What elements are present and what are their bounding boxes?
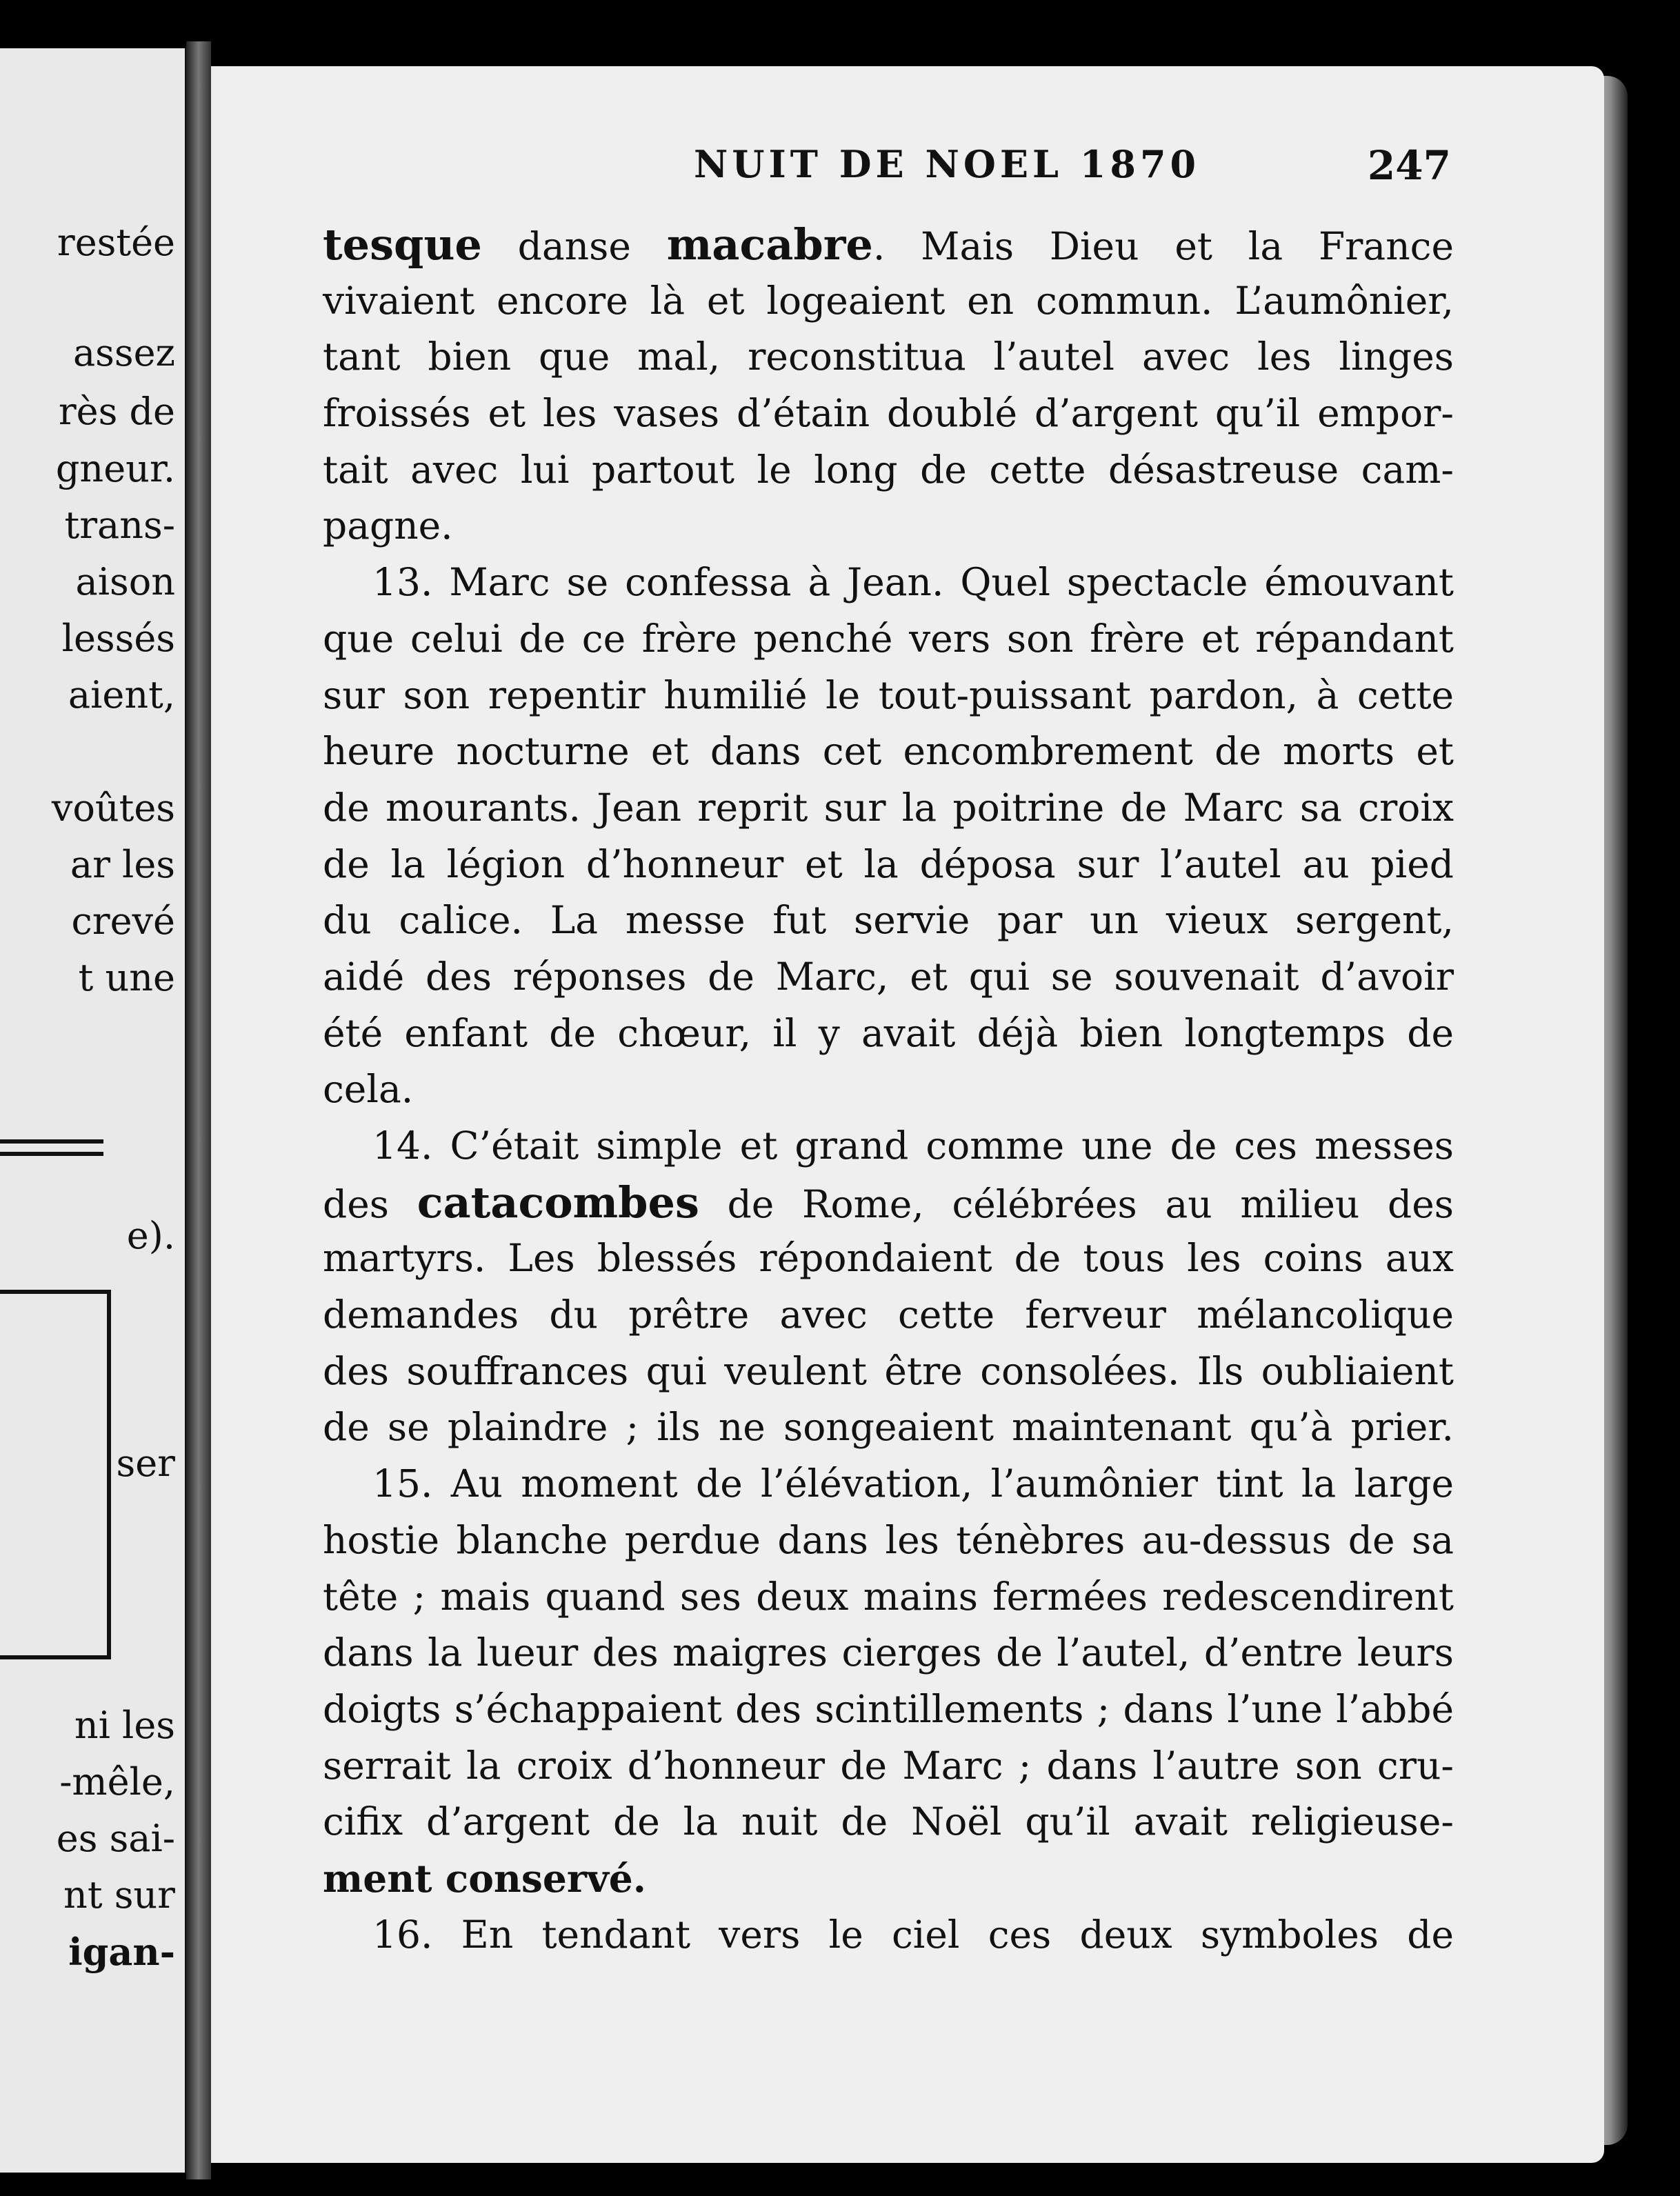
text-line: doigts s’échappaient des scintillements ; dans l’une l’abbé [323, 1686, 1454, 1731]
page-number: 247 [1367, 142, 1451, 189]
left-line: igan- [68, 1930, 175, 1974]
text-line: dans la lueur des maigres cierges de l’autel, d’entre leurs [323, 1630, 1454, 1675]
bold-word: macabre [666, 219, 873, 270]
left-line: assez [72, 331, 175, 375]
boxed-inset [0, 1290, 111, 1659]
left-line: rès de [58, 390, 175, 433]
left-line: trans- [64, 503, 175, 547]
text-line: de se plaindre ; ils ne songeaient maintenant qu’à prier. [323, 1405, 1454, 1450]
paragraph-14-start: 14. C’était simple et grand comme une de ces messes [372, 1124, 1454, 1168]
text-line: ment conservé. [323, 1855, 646, 1901]
text-line: de mourants. Jean reprit sur la poitrine de Marc sa croix [323, 785, 1454, 830]
bold-word: catacombes [417, 1177, 699, 1228]
paragraph-13-start: 13. Marc se confessa à Jean. Quel spectacle émouvant [372, 560, 1454, 605]
body-text [323, 217, 1454, 1963]
text-line: tait avec lui partout le long de cette désastreuse cam- [323, 447, 1454, 492]
book-gutter [186, 41, 211, 2179]
text-line [323, 1175, 1454, 1231]
text-line: cifix d’argent de la nuit de Noël qu’il avait religieuse- [323, 1799, 1454, 1844]
text-line: des souffrances qui veulent être consolées. Ils oubliaient [323, 1348, 1454, 1393]
bold-word: tesque [323, 219, 482, 270]
text-line: hostie blanche perdue dans les ténèbres au-dessus de sa [323, 1517, 1454, 1562]
left-line: t une [78, 956, 175, 999]
left-line: e). [126, 1214, 175, 1257]
running-title: NUIT DE NOEL 1870 [694, 142, 1201, 186]
left-line: aison [75, 560, 175, 603]
text-span: danse [481, 224, 667, 268]
text-line: vivaient encore là et logeaient en commun. L’aumônier, [323, 278, 1454, 323]
text-line: tant bien que mal, reconstitua l’autel avec les linges [323, 335, 1454, 379]
text-line: froissés et les vases d’étain doublé d’argent qu’il empor- [323, 391, 1454, 436]
paragraph-15-start: 15. Au moment de l’élévation, l’aumônier tint la large [372, 1461, 1454, 1506]
left-line: ar les [70, 843, 175, 886]
left-line: ser [116, 1441, 175, 1485]
text-span: de Rome, célébrées au milieu des [699, 1181, 1454, 1226]
text-line: heure nocturne et dans cet encombrement de morts et [323, 729, 1454, 774]
text-line: demandes du prêtre avec cette ferveur mélancolique [323, 1292, 1454, 1337]
left-line: aient, [68, 673, 175, 717]
text-line: martyrs. Les blessés répondaient de tous les coins aux [323, 1236, 1454, 1281]
text-line: sur son repentir humilié le tout-puissant pardon, à cette [323, 672, 1454, 717]
text-line: aidé des réponses de Marc, et qui se souvenait d’avoir [323, 954, 1454, 999]
left-line: -mêle, [59, 1760, 175, 1804]
page-header [211, 142, 1604, 197]
paragraph-16-start: 16. En tendant vers le ciel ces deux symboles de [372, 1912, 1454, 1957]
previous-page-fragment [0, 48, 192, 2173]
text-line: cela. [323, 1067, 414, 1112]
text-span: . Mais Dieu et la France [872, 224, 1454, 268]
text-line: tête ; mais quand ses deux mains fermées redescendirent [323, 1574, 1454, 1619]
left-line: nt sur [63, 1873, 175, 1917]
left-line: es sai- [56, 1817, 175, 1860]
text-line: été enfant de chœur, il y avait déjà bien longtemps de [323, 1010, 1454, 1055]
rule-line [0, 1152, 103, 1156]
left-line: lessés [61, 617, 175, 660]
text-line: que celui de ce frère penché vers son frère et répandant [323, 616, 1454, 661]
left-line: ni les [74, 1704, 175, 1747]
left-line: restée [57, 221, 175, 264]
text-line: de la légion d’honneur et la déposa sur l’autel au pied [323, 841, 1454, 886]
left-line: voûtes [51, 786, 175, 830]
text-line [323, 217, 1454, 273]
text-line: pagne. [323, 503, 453, 548]
left-line: gneur. [55, 447, 175, 490]
text-line: serrait la croix d’honneur de Marc ; dans l’autre son cru- [323, 1743, 1454, 1788]
rule-line [0, 1139, 103, 1144]
page [211, 66, 1604, 2163]
text-line: du calice. La messe fut servie par un vieux sergent, [323, 898, 1454, 943]
text-span: des [323, 1181, 417, 1226]
left-line: crevé [71, 899, 175, 943]
